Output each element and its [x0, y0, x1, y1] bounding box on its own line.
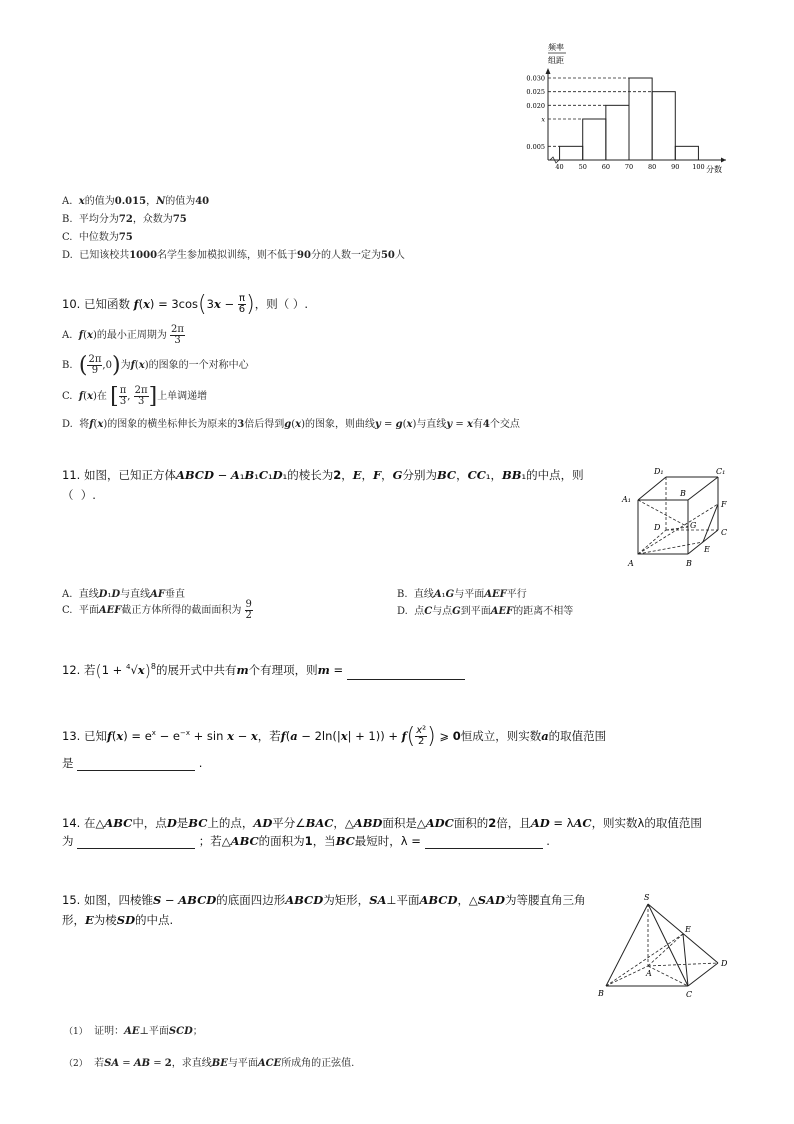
q15-part1: （1） 证明：AE⊥平面SCD；: [64, 1026, 203, 1037]
q10-option-c[interactable]: C. f(x)在 [ $\frac{\pi}{3}$ , $\frac{2\pi}{3}$ ]上单调递增: [62, 384, 208, 409]
q12-stem: 12. 若$(1 + ^4√x)^8$的展开式中共有m个有理项，则m =: [62, 661, 465, 680]
label-D: D: [721, 959, 728, 968]
label-D1: D₁: [654, 467, 664, 476]
label-B-top: B: [680, 489, 686, 498]
q9-option-c[interactable]: C. 中位数为75: [62, 232, 133, 243]
histogram-bar: [675, 146, 698, 160]
q11-option-c[interactable]: C. 平面AEF截正方体所得的截面面积为 $\frac{9}{2}$: [62, 599, 252, 621]
q9-option-a[interactable]: A. x的值为0.015，N的值为40: [62, 196, 210, 207]
label-C1: C₁: [716, 467, 726, 476]
q10-option-b[interactable]: B. ( $\frac{2\pi}{9}$ ,0)为f(x)的图象的一个对称中心: [62, 353, 249, 378]
y-tick-label: 0.025: [526, 88, 545, 97]
x-tick-label: 50: [578, 163, 587, 171]
x-tick-label: 40: [555, 163, 564, 171]
label-A: A: [628, 559, 634, 568]
q14-stem: 14. 在△ABC中，点D是BC上的点，AD平分∠BAC，△ABD面积是△ADC面积的2倍，且AD = λAC，则实数λ的取值范围: [62, 816, 702, 830]
y-axis-label-bottom: 组距: [548, 56, 564, 65]
q15-part2: （2） 若SA = AB = 2，求直线BE与平面ACE所成角的正弦值.: [64, 1058, 355, 1069]
label-S: S: [644, 893, 650, 902]
histogram-bar: [652, 92, 675, 160]
q14-answer-blank-1[interactable]: [77, 836, 195, 849]
y-tick-label: 0.030: [526, 74, 545, 83]
x-tick-label: 60: [601, 163, 610, 171]
q13-line2: 是 .: [62, 756, 203, 770]
label-F: F: [721, 500, 727, 509]
x-axis-label: 分数: [706, 165, 722, 174]
q13-stem: 13. 已知$f(x) = e^x - e^{-x} + \sin x - x$，若f(a − 2ln(|x| + 1)) + f( $\frac{\text{x²}}{2}$ ) ⩾ 0恒成立，则实数a的取值范围: [62, 724, 607, 749]
q9-options: [62, 193, 405, 265]
label-D: D: [654, 523, 661, 532]
q11-stem: 11. 如图，已知正方体ABCD − A₁B₁C₁D₁的棱长为2，E，F，G分别为BC，CC₁，BB₁的中点，则（ ）.: [62, 468, 584, 502]
y-tick-label: 0.005: [526, 142, 545, 151]
label-C: C: [686, 990, 693, 999]
q10-stem: 10. 已知函数 f(x) = 3cos(3x − $\frac{\pi}{6}$ )，则（ ）.: [62, 292, 309, 317]
x-tick-label: 80: [648, 163, 657, 171]
q10-option-a[interactable]: A. f(x)的最小正周期为 $\frac{2\pi}{3}$: [62, 324, 184, 346]
histogram-bar: [606, 105, 629, 160]
q12-answer-blank[interactable]: [347, 667, 465, 680]
q11-option-a[interactable]: A. 直线D₁D与直线AF垂直: [62, 589, 185, 600]
q14-answer-blank-2[interactable]: [425, 836, 543, 849]
q9-option-b[interactable]: B. 平均分为72，众数为75: [62, 214, 187, 225]
q11-option-d[interactable]: D. 点C与点G到平面AEF的距离不相等: [397, 606, 574, 617]
y-axis-label-top: 频率: [548, 43, 564, 52]
label-C: C: [721, 528, 728, 537]
q11-option-b[interactable]: B. 直线A₁G与平面AEF平行: [397, 589, 527, 600]
label-G: G: [690, 521, 697, 530]
y-axis-arrow: [546, 68, 551, 74]
q14-line2: 为 ；若△ABC的面积为1，当BC最短时，λ = .: [62, 834, 550, 848]
x-tick-label: 70: [624, 163, 634, 171]
q10-option-d[interactable]: D. 将f(x)的图象的横坐标伸长为原来的3倍后得到g(x)的图象，则曲线y = g(x)与直线y = x有4个交点: [62, 419, 520, 430]
cube-figure: [618, 462, 738, 574]
label-A1: A₁: [622, 495, 631, 504]
label-B: B: [598, 989, 604, 998]
q13-answer-blank[interactable]: [77, 758, 195, 771]
histogram-bar: [583, 119, 606, 160]
histogram-bar: [629, 78, 652, 160]
label-A: A: [646, 969, 652, 978]
pyramid-figure: [596, 890, 736, 1002]
y-tick-label: x: [541, 115, 545, 124]
label-E: E: [685, 925, 691, 934]
q15-stem: 15. 如图，四棱锥S − ABCD的底面四边形ABCD为矩形，SA⊥平面ABCD，△SAD为等腰直角三角形，E为棱SD的中点.: [62, 893, 586, 927]
label-B: B: [686, 559, 692, 568]
x-axis-arrow: [721, 158, 726, 163]
frequency-histogram: [510, 40, 740, 180]
histogram-bar: [560, 146, 583, 160]
x-tick-label: 100: [692, 163, 705, 171]
y-tick-label: 0.020: [526, 101, 545, 110]
x-tick-label: 90: [671, 163, 680, 171]
label-E: E: [704, 545, 710, 554]
q9-option-d[interactable]: D. 已知该校共1000名学生参加模拟训练，则不低于90分的人数一定为50人: [62, 250, 405, 261]
